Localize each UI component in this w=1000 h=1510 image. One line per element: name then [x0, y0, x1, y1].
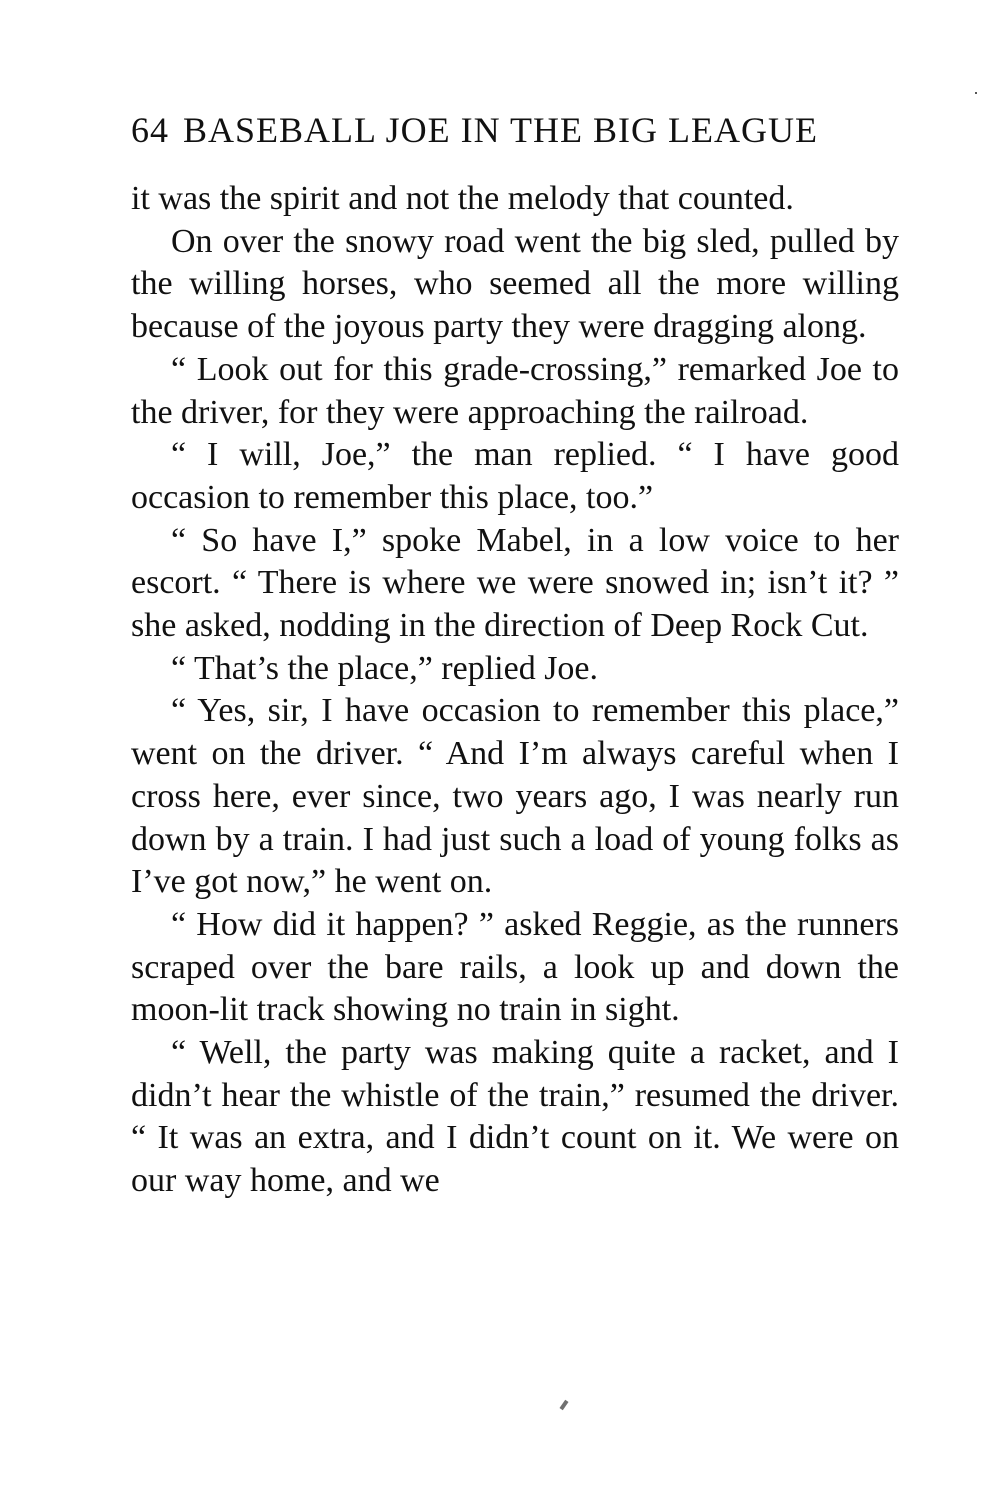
paragraph: “ That’s the place,” replied Joe.	[171, 649, 599, 687]
paragraph: On over the snowy road went the big sled, pulled by the willing horses, who seemed all the more willing because of the joyous party they were dragging along.	[131, 222, 899, 346]
body-text	[131, 178, 899, 1203]
page-number: 64	[131, 110, 169, 150]
running-head	[131, 108, 891, 152]
paragraph: “ So have I,” spoke Mabel, in a low voice to her escort. “ There is where we were snowed in; isn’t it? ” she asked, nodding in the direction of Deep Rock Cut.	[131, 521, 899, 645]
paragraph: “ How did it happen? ” asked Reggie, as the runners scraped over the bare rails, a look up and down the moon-lit track showing no train in sight.	[131, 905, 899, 1029]
scan-mark	[559, 1400, 568, 1410]
paragraph: “ Look out for this grade-crossing,” remarked Joe to the driver, for they were approaching the railroad.	[131, 350, 899, 431]
paragraph: “ Well, the party was making quite a racket, and I didn’t hear the whistle of the train,” resumed the driver. “ It was an extra, and I didn’t count on it. We were on our way home, and we	[131, 1034, 899, 1200]
scan-speck	[975, 92, 977, 94]
paragraph: “ Yes, sir, I have occasion to remember this place,” went on the driver. “ And I’m always careful when I cross here, ever since, two years ago, I was nearly run down by a train. I had just such a load of young folks as I’ve got now,” he went on.	[131, 692, 899, 901]
paragraph: “ I will, Joe,” the man replied. “ I have good occasion to remember this place, too.”	[131, 436, 899, 516]
running-title: BASEBALL JOE IN THE BIG LEAGUE	[183, 110, 818, 150]
paragraph: it was the spirit and not the melody that counted.	[131, 180, 794, 217]
